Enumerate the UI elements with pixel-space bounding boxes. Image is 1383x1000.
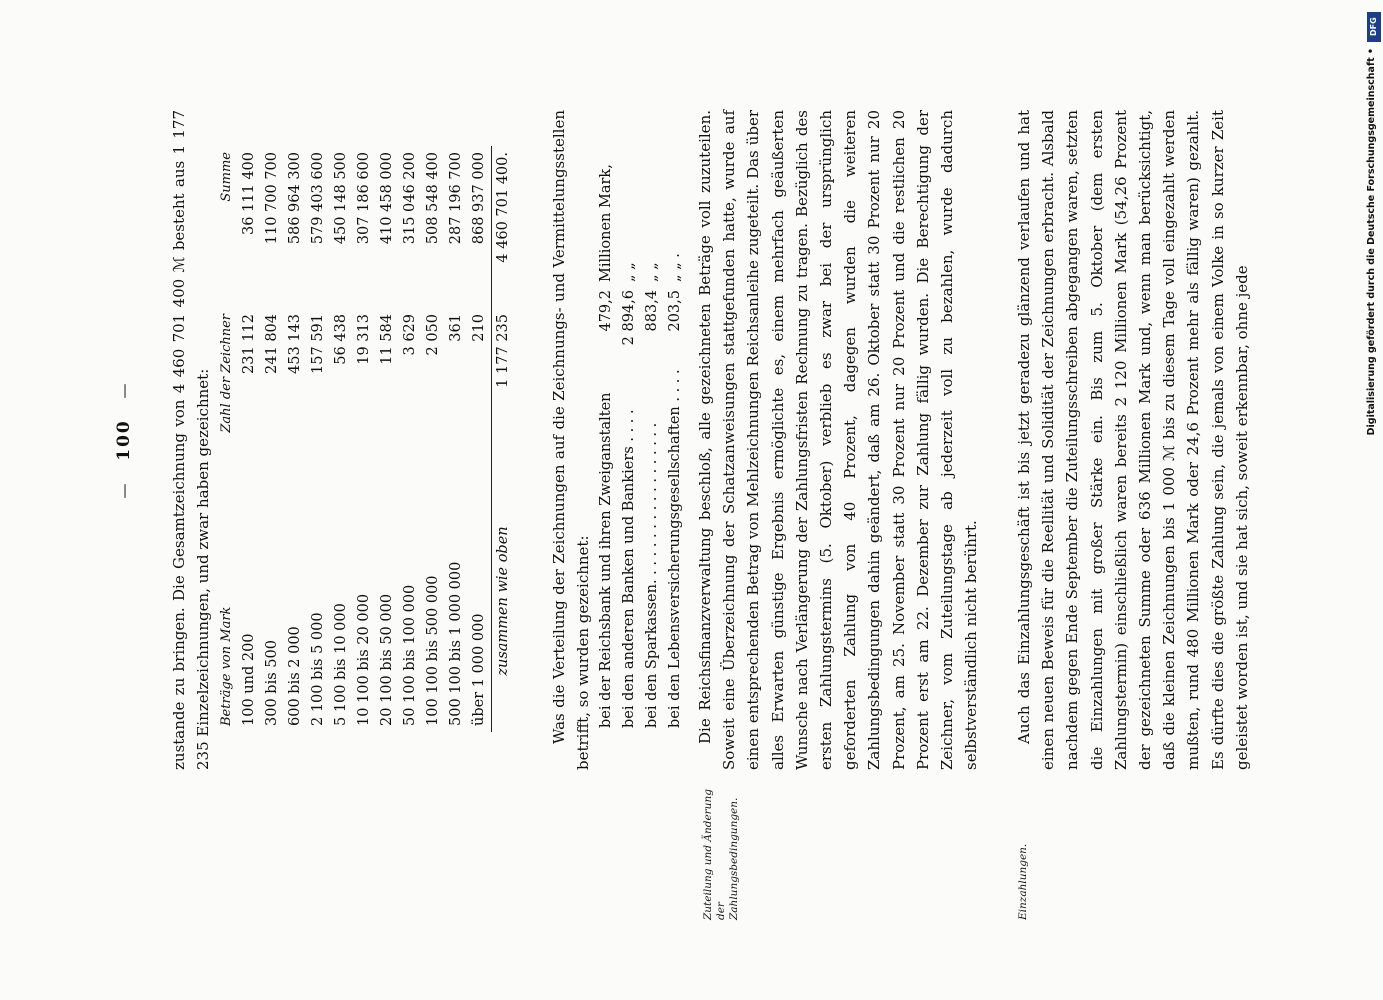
table-body xyxy=(238,146,492,732)
table-row xyxy=(238,146,261,732)
subscription-office-cell: bei der Reichsbank und ihren Zweiganstalten xyxy=(598,392,614,728)
column-header-subscribers: Zahl der Zeichner xyxy=(219,314,234,433)
margin-note-payments: Einzahlungen. xyxy=(1017,843,1029,920)
column-header-amounts: Beträge von Mark xyxy=(219,606,234,726)
dfg-logo: DFG xyxy=(1367,12,1381,42)
table-total-row xyxy=(492,146,516,732)
table-row xyxy=(399,146,422,732)
subscriber-count-cell: 453 143 xyxy=(287,314,303,374)
distribution-table xyxy=(595,138,687,732)
sum-cell: 508 548 400 xyxy=(425,152,441,245)
table-header-row xyxy=(215,146,238,732)
subscription-office-cell: bei den Lebensversicherungsgesellschaften . . . . xyxy=(667,369,683,728)
total-subscribers: 1 177 235 xyxy=(492,308,516,470)
total-label: zusammen wie oben xyxy=(492,470,516,732)
header-dash-right: — xyxy=(115,381,133,399)
unit-cell: Millionen Mark, xyxy=(598,164,614,282)
intro-paragraph: zustande zu bringen. Die Gesamtzeichnung von 4 460 701 400 ℳ besteht aus 1 177 235 Einzelzeichnungen, und zwar haben gezeichnet: xyxy=(170,110,213,770)
distribution-intro: Was die Verteilung der Zeichnungen auf die Zeichnungs- und Vermittelungsstellen betrifft, so wurden gezeichnet: xyxy=(550,110,593,770)
amount-range-cell: 20 100 bis 50 000 xyxy=(379,593,395,726)
amount-millions-cell: 2 894,6 xyxy=(621,290,637,346)
table-row xyxy=(307,146,330,732)
amount-millions-cell: 883,4 xyxy=(644,290,660,332)
subscriber-count-cell: 361 xyxy=(448,314,464,342)
subscriber-count-cell: 3 629 xyxy=(402,314,418,356)
subscriber-count-cell: 19 313 xyxy=(356,314,372,365)
sum-cell: 287 196 700 xyxy=(448,152,464,245)
subscriber-count-cell: 2 050 xyxy=(425,314,441,356)
total-sum: 4 460 701 400. xyxy=(492,146,516,308)
page-number: 100 xyxy=(114,419,134,461)
amount-range-cell: 2 100 bis 5 000 xyxy=(310,612,326,726)
table-row xyxy=(261,146,284,732)
digitization-credit: Digitalisierung gefördert durch die Deutsche Forschungsgemeinschaft • xyxy=(1366,48,1377,436)
table-row xyxy=(353,146,376,732)
sum-cell: 586 964 300 xyxy=(287,152,303,245)
subscription-office-cell: bei den anderen Banken und Bankiers . . . . xyxy=(621,409,637,728)
page-header xyxy=(112,110,136,770)
amount-range-cell: 100 100 bis 500 000 xyxy=(425,575,441,726)
table-row xyxy=(445,146,468,732)
unit-cell: „ „ . xyxy=(667,253,683,282)
subscription-amounts-table xyxy=(215,146,515,732)
sum-cell: 450 148 500 xyxy=(333,152,349,245)
table-row xyxy=(330,146,353,732)
amount-range-cell: 5 100 bis 10 000 xyxy=(333,603,349,726)
amount-range-cell: 300 bis 500 xyxy=(264,640,280,726)
distribution-body xyxy=(595,138,687,732)
subscriber-count-cell: 241 804 xyxy=(264,314,280,374)
amount-range-cell: 50 100 bis 100 000 xyxy=(402,584,418,726)
sum-cell: 579 403 600 xyxy=(310,152,326,245)
column-header-sum: Summe xyxy=(219,152,234,202)
unit-cell: „ „ xyxy=(644,262,660,282)
distribution-row xyxy=(595,138,618,732)
amount-range-cell: 100 und 200 xyxy=(241,633,257,726)
rotated-page-content xyxy=(114,110,1251,920)
amount-millions-cell: 203,5 xyxy=(667,290,683,332)
amount-range-cell: über 1 000 000 xyxy=(471,613,487,726)
amount-range-cell: 10 100 bis 20 000 xyxy=(356,593,372,726)
dfg-credit-strip xyxy=(1363,8,1383,708)
payments-paragraph: Auch das Einzahlungsgeschäft ist bis jetzt geradezu glänzend verlaufen und hat einen neuen Beweis für die Reellität und Solidität der Zeichnungen erbracht. Alsbald nachdem gegen Ende September die Zuteilungsschreiben abgegangen waren, setzten die Einzahlungen mit großer Stärke ein. Bis zum 5. Oktober (dem ersten Zahlungstermin) einschließlich waren bereits 2 120 Millionen Mark (54,26 Prozent der gezeichneten Summe oder 636 Millionen Mark und, wenn man berücksichtigt, daß die kleinen Zeichnungen bis 1 000 ℳ bis zu diesem Tage voll eingezahlt werden mußten, rund 480 Millionen Mark oder 24,6 Prozent mehr als fällig waren) gezahlt. Es dürfte dies die größte Zahlung sein, die jemals von einem Volke in so kurzer Zeit geleistet worden ist, und sie hat sich, soweit erkennbar, ohne jede xyxy=(1015,110,1251,770)
table-row xyxy=(422,146,445,732)
subscriber-count-cell: 11 584 xyxy=(379,314,395,365)
sum-cell: 868 937 000 xyxy=(471,152,487,245)
sum-cell: 36 111 400 xyxy=(241,152,257,236)
table-row xyxy=(468,146,492,732)
sum-cell: 307 186 600 xyxy=(356,152,372,245)
sum-cell: 315 046 200 xyxy=(402,152,418,245)
subscription-office-cell: bei den Sparkassen. . . . . . . . . . . . . . . . . . xyxy=(644,422,660,728)
table-row xyxy=(376,146,399,732)
allocation-paragraph: Die Reichsfinanzverwaltung beschloß, alle gezeichneten Beträge voll zuzuteilen. Soweit eine Überzeichnung der Schatzanweisungen stattgefunden hatte, wurde auf einen entsprechenden Betrag von Mehlzeichnungen Reichsanleihe zugeteilt. Das über alles Erwarten günstige Ergebnis ermöglichte es, einem mehrfach geäußerten Wunsche nach Verlängerung der Zahlungsfristen Rechnung zu tragen. Bezüglich des ersten Zahlungstermins (5. Oktober) verblieb es zwar bei der ursprünglich geforderten Zahlung von 40 Prozent, dagegen wurden die weiteren Zahlungsbedingungen dahin geändert, daß am 26. Oktober statt 30 Prozent nur 20 Prozent, am 25. November statt 30 Prozent nur 20 Prozent und die restlichen 20 Prozent erst am 22. Dezember zur Zahlung fällig wurden. Die Berechtigung der Zeichner, vom Zuteilungstage ab jederzeit voll zu bezahlen, wurde dadurch selbstverständlich nicht berührt. xyxy=(696,110,981,770)
subscriber-count-cell: 210 xyxy=(471,314,487,342)
table-row xyxy=(284,146,307,732)
margin-note-allocation: Zuteilung und Änderung der Zahlungsbedingungen. xyxy=(702,789,740,920)
amount-millions-cell: 479,2 xyxy=(598,290,614,332)
sum-cell: 410 458 000 xyxy=(379,152,395,245)
distribution-row xyxy=(664,138,687,732)
subscriber-count-cell: 231 112 xyxy=(241,314,257,374)
distribution-row xyxy=(618,138,641,732)
amount-range-cell: 500 100 bis 1 000 000 xyxy=(448,561,464,726)
sum-cell: 110 700 700 xyxy=(264,152,280,245)
subscriber-count-cell: 56 438 xyxy=(333,314,349,365)
amount-range-cell: 600 bis 2 000 xyxy=(287,626,303,726)
distribution-row xyxy=(641,138,664,732)
subscriber-count-cell: 157 591 xyxy=(310,314,326,374)
unit-cell: „ „ xyxy=(621,262,637,282)
header-dash-left: — xyxy=(115,481,133,499)
